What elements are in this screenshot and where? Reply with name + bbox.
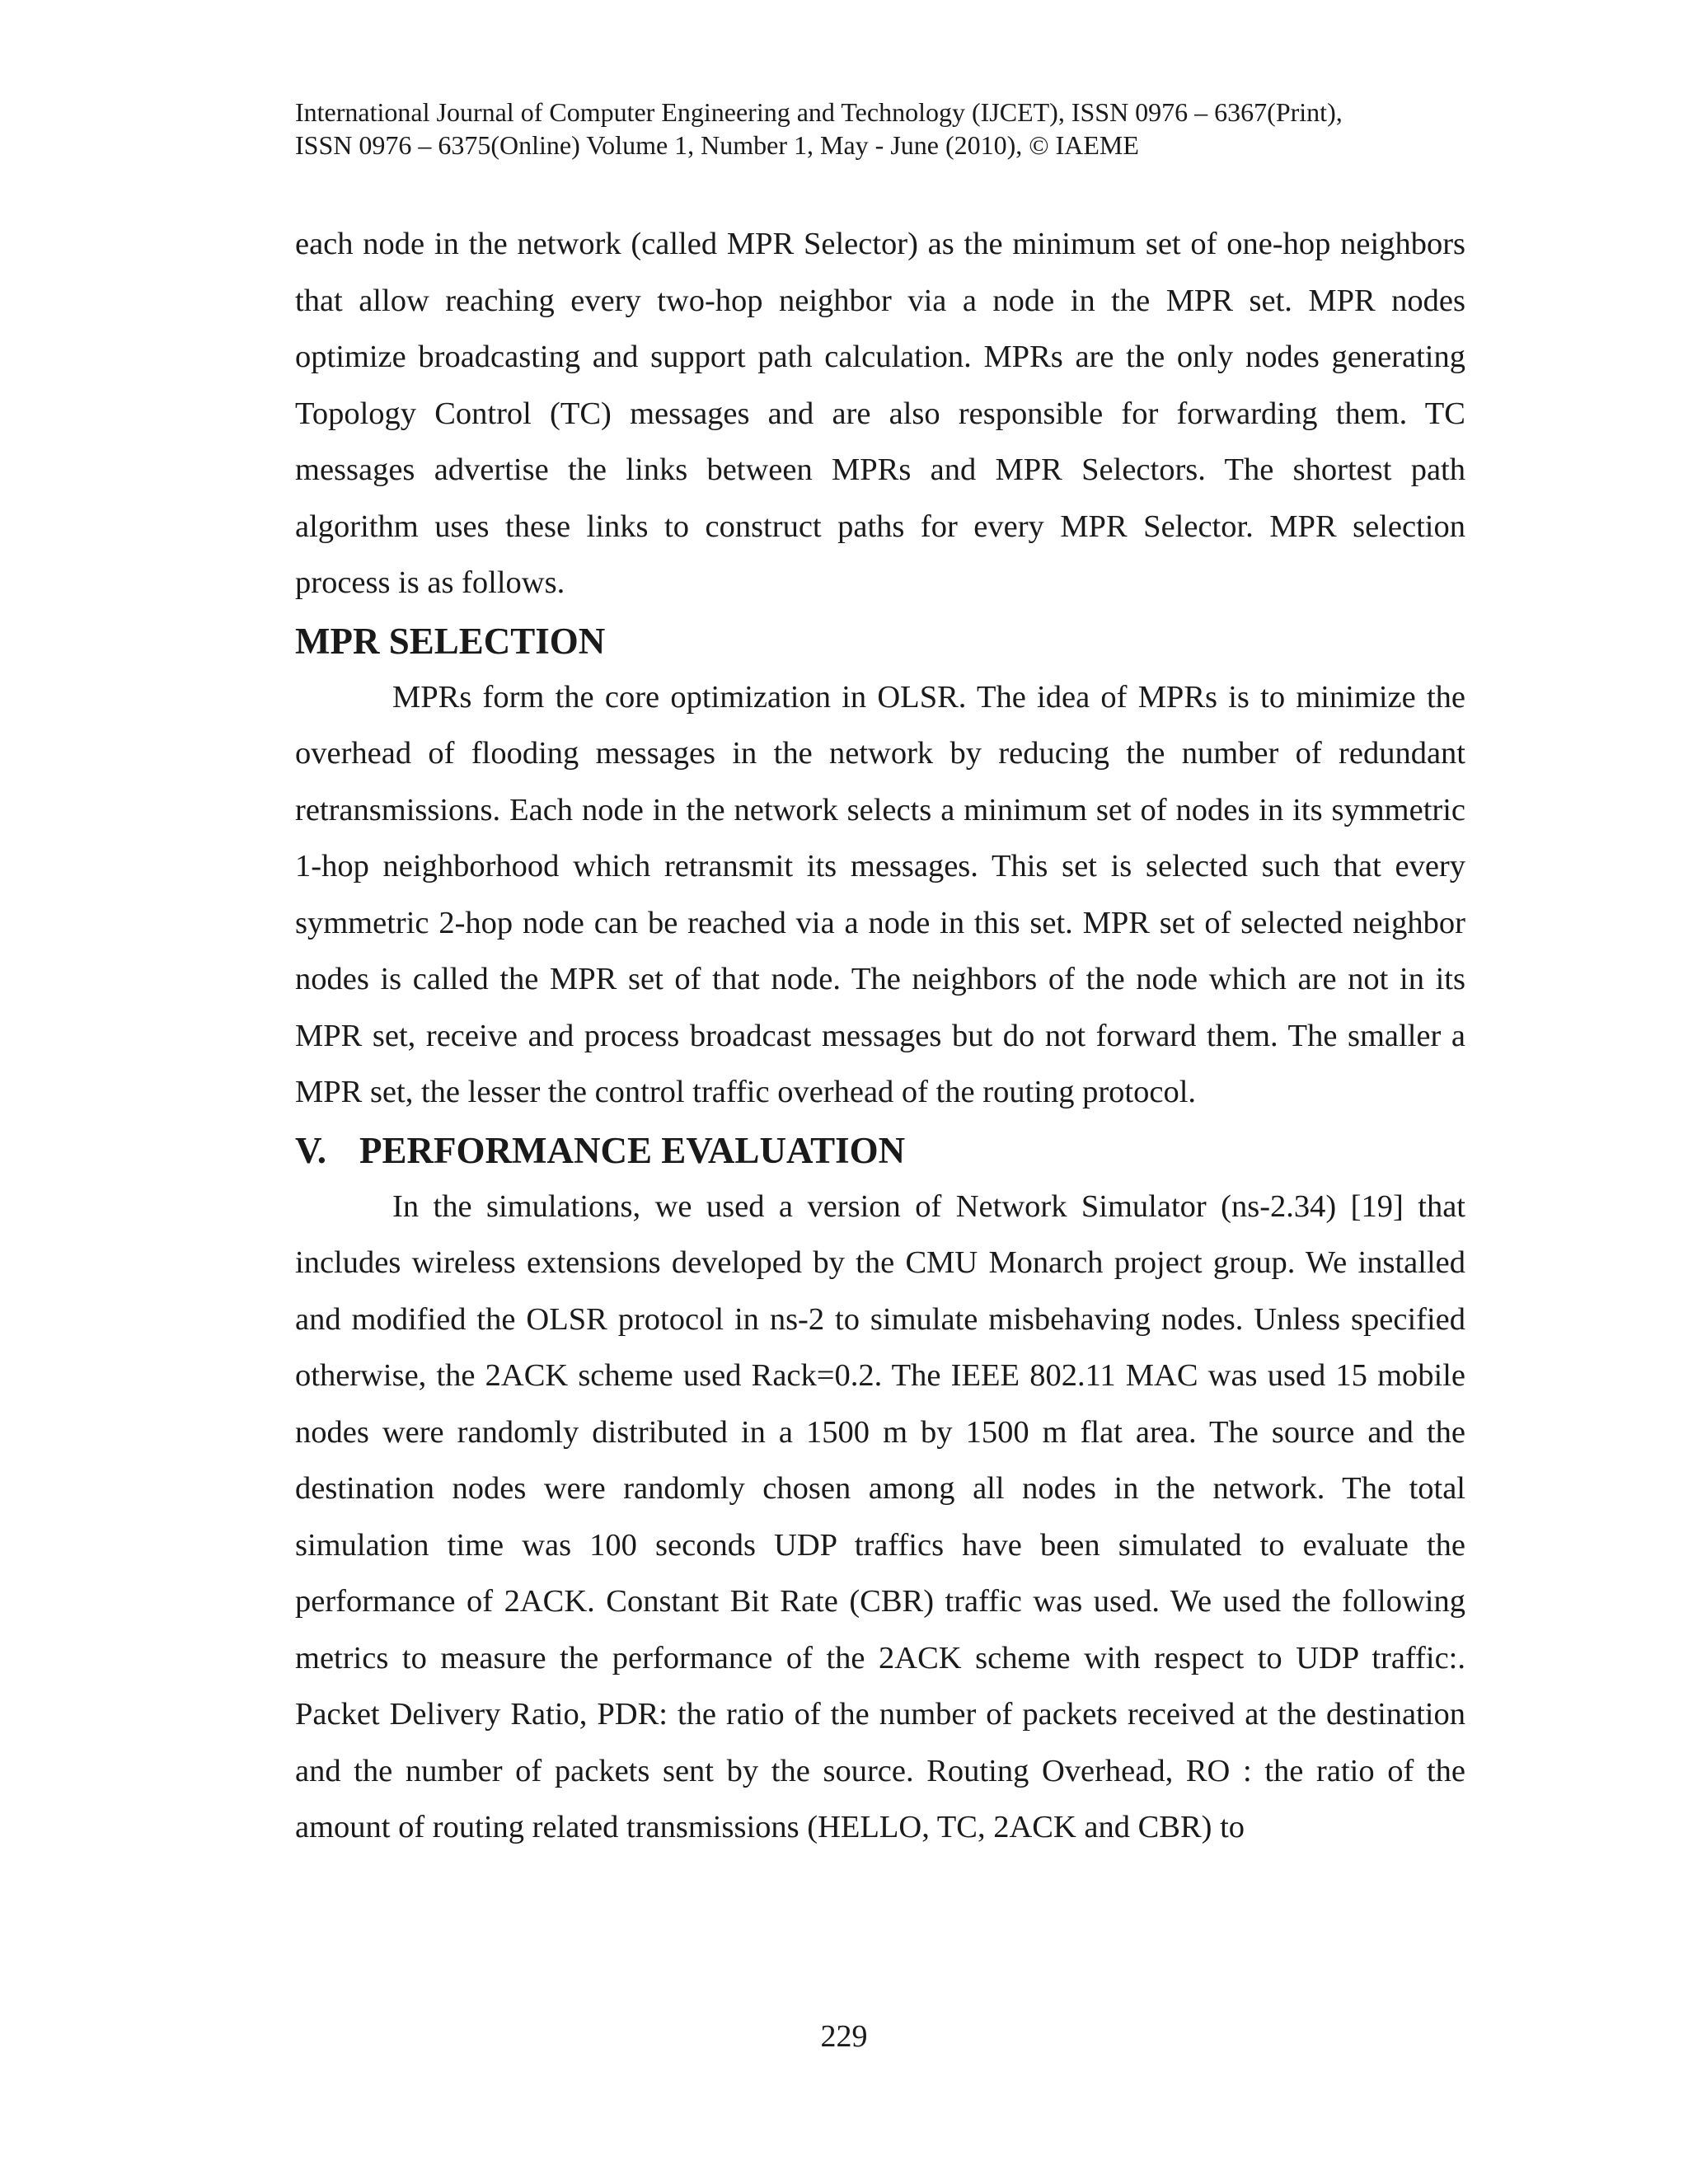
section-heading-performance-evaluation-text: PERFORMANCE EVALUATION bbox=[359, 1129, 906, 1171]
page-body bbox=[295, 216, 1465, 1856]
section-heading-mpr-selection bbox=[295, 616, 1465, 666]
journal-header-line-1: International Journal of Computer Engineering and Technology (IJCET), ISSN 0976 – 6367(Print), bbox=[295, 97, 1343, 127]
journal-header-line-2: ISSN 0976 – 6375(Online) Volume 1, Number 1, May - June (2010), © IAEME bbox=[295, 130, 1139, 160]
mpr-selection-paragraph: MPRs form the core optimization in OLSR. The idea of MPRs is to minimize the overhead of flooding messages in the network by reducing the number of redundant retransmissions. Each node in the network selects a minimum set of nodes in its symmetric 1-hop neighborhood which retransmit its messages. This set is selected such that every symmetric 2-hop node can be reached via a node in this set. MPR set of selected neighbor nodes is called the MPR set of that node. The neighbors of the node which are not in its MPR set, receive and process broadcast messages but do not forward them. The smaller a MPR set, the lesser the control traffic overhead of the routing protocol. bbox=[295, 679, 1465, 1109]
page-number: 229 bbox=[820, 2019, 868, 2054]
performance-evaluation-paragraph: In the simulations, we used a version of Network Simulator (ns-2.34) [19] that includes wireless extensions developed by the CMU Monarch project group. We installed and modified the OLSR protocol in ns-2 to simulate misbehaving nodes. Unless specified otherwise, the 2ACK scheme used Rack=0.2. The IEEE 802.11 MAC was used 15 mobile nodes were randomly distributed in a 1500 m by 1500 m flat area. The source and the destination nodes were randomly chosen among all nodes in the network. The total simulation time was 100 seconds UDP traffics have been simulated to evaluate the performance of 2ACK. Constant Bit Rate (CBR) traffic was used. We used the following metrics to measure the performance of the 2ACK scheme with respect to UDP traffic:. Packet Delivery Ratio, PDR: the ratio of the number of packets received at the destination and the number of packets sent by the source. Routing Overhead, RO : the ratio of the amount of routing related transmissions (HELLO, TC, 2ACK and CBR) to bbox=[295, 1188, 1465, 1844]
section-number: V. bbox=[295, 1129, 326, 1171]
intro-paragraph: each node in the network (called MPR Selector) as the minimum set of one-hop neighbors that allow reaching every two-hop neighbor via a node in the MPR set. MPR nodes optimize broadcasting and support path calculation. MPRs are the only nodes generating Topology Control (TC) messages and are also responsible for forwarding them. TC messages advertise the links between MPRs and MPR Selectors. The shortest path algorithm uses these links to construct paths for every MPR Selector. MPR selection process is as follows. bbox=[295, 227, 1465, 600]
section-heading-mpr-selection-text: MPR SELECTION bbox=[295, 620, 606, 662]
section-heading-performance-evaluation bbox=[295, 1126, 1465, 1175]
journal-header bbox=[295, 96, 1465, 162]
